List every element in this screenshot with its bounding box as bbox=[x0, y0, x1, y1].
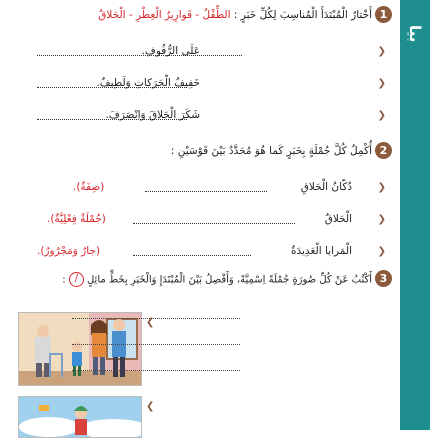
bullet-arrow-icon: ❮ bbox=[377, 182, 386, 193]
question-2-item-3 bbox=[15, 244, 400, 260]
question-2-number: 2 bbox=[375, 142, 392, 159]
question-1-number: 1 bbox=[375, 6, 392, 23]
question-2-item-text: دُكّانُ الْحَلاقِ bbox=[300, 181, 352, 193]
question-2-item-hint: (جارٌ وَمَجْرُورٌ). bbox=[37, 245, 101, 257]
bullet-arrow-icon: ❮ bbox=[377, 246, 386, 257]
question-1-item-text: عَلَى الرُّفُوفِ. bbox=[141, 45, 200, 57]
snow-scene-illustration bbox=[18, 396, 142, 438]
family-illustration-drawing bbox=[19, 313, 141, 385]
question-1-item-2 bbox=[15, 76, 400, 92]
question-1-item-text: خَفِيفُ الْحَرَكاتِ وَلَطِيفٌ. bbox=[96, 77, 200, 89]
question-1-prompt bbox=[32, 8, 372, 22]
question-2-item-hint: (صِفَةٌ). bbox=[73, 181, 105, 193]
answer-blank[interactable] bbox=[133, 255, 251, 256]
question-2-item-1 bbox=[15, 180, 400, 196]
question-1-options: الطِّفْلُ - قَوارِيرُ الْعِطْرِ - الْحَلاقُ bbox=[98, 9, 231, 21]
bullet-arrow-icon: ❮ bbox=[377, 214, 386, 225]
question-2-item-2 bbox=[15, 212, 400, 228]
family-illustration bbox=[18, 312, 142, 386]
answer-blank[interactable] bbox=[37, 55, 242, 56]
question-2-item-text: الْمَرايا الْعَدِيدَةُ bbox=[291, 245, 352, 257]
answer-blank[interactable] bbox=[133, 223, 295, 224]
slash-example-badge: / bbox=[69, 272, 84, 287]
question-1-item-1 bbox=[15, 44, 400, 60]
bullet-arrow-icon: ❮ bbox=[377, 78, 386, 89]
question-2-item-text: الْحَلاقُ bbox=[324, 213, 352, 225]
question-3-instruction: أَكْتُبُ عَنْ كُلِّ صُورَةٍ جُمْلَةً اِسْمِيَّةً، وَأَفْصِلُ بَيْنَ الْمُبْتَدَإِ وَالْخَبَرِ بِخَطٍّ مائِلٍ bbox=[86, 274, 372, 286]
picture-1-answer-line-1[interactable] bbox=[72, 318, 240, 319]
question-1-item-3 bbox=[15, 108, 400, 124]
answer-blank[interactable] bbox=[145, 191, 267, 192]
picture-1-answer-line-3[interactable] bbox=[72, 370, 240, 371]
bullet-arrow-icon: ❮ bbox=[377, 46, 386, 57]
question-2-item-hint: (جُمْلَةٌ فِعْلِيَّةٌ). bbox=[47, 213, 106, 225]
bullet-arrow-icon: ❮ bbox=[377, 110, 386, 121]
picture-2-pointer-icon: ❯ bbox=[146, 401, 155, 412]
question-3-number: 3 bbox=[375, 270, 392, 287]
question-1-item-text: شَكَرَ الْحَلاقَ وَانْصَرَفَ. bbox=[105, 109, 200, 121]
snow-scene-illustration-drawing bbox=[19, 397, 141, 437]
picture-1-answer-line-2[interactable] bbox=[72, 344, 240, 345]
picture-1-pointer-icon: ❯ bbox=[146, 317, 155, 328]
chapter-side-tab-label: ﺑﻴﺎ bbox=[406, 25, 424, 43]
chapter-side-tab bbox=[400, 0, 430, 430]
question-2-prompt: أُكْمِلُ كُلَّ جُمْلَةٍ بِخَبَرٍ كَما هُوَ مُحَدَّدٌ بَيْنَ قَوْسَيْنِ : bbox=[170, 145, 372, 157]
question-3-prompt: أَكْتُبُ عَنْ كُلِّ صُورَةٍ جُمْلَةً اِسْمِيَّةً، وَأَفْصِلُ بَيْنَ الْمُبْتَدَإِ وَالْخَبَرِ بِخَطٍّ مائِلٍ / : bbox=[62, 273, 372, 286]
question-1-instruction: أَخْتارُ الْمُبْتَدَأَ الْمُناسِبَ لِكُلِّ خَبَرٍ : bbox=[233, 9, 372, 21]
